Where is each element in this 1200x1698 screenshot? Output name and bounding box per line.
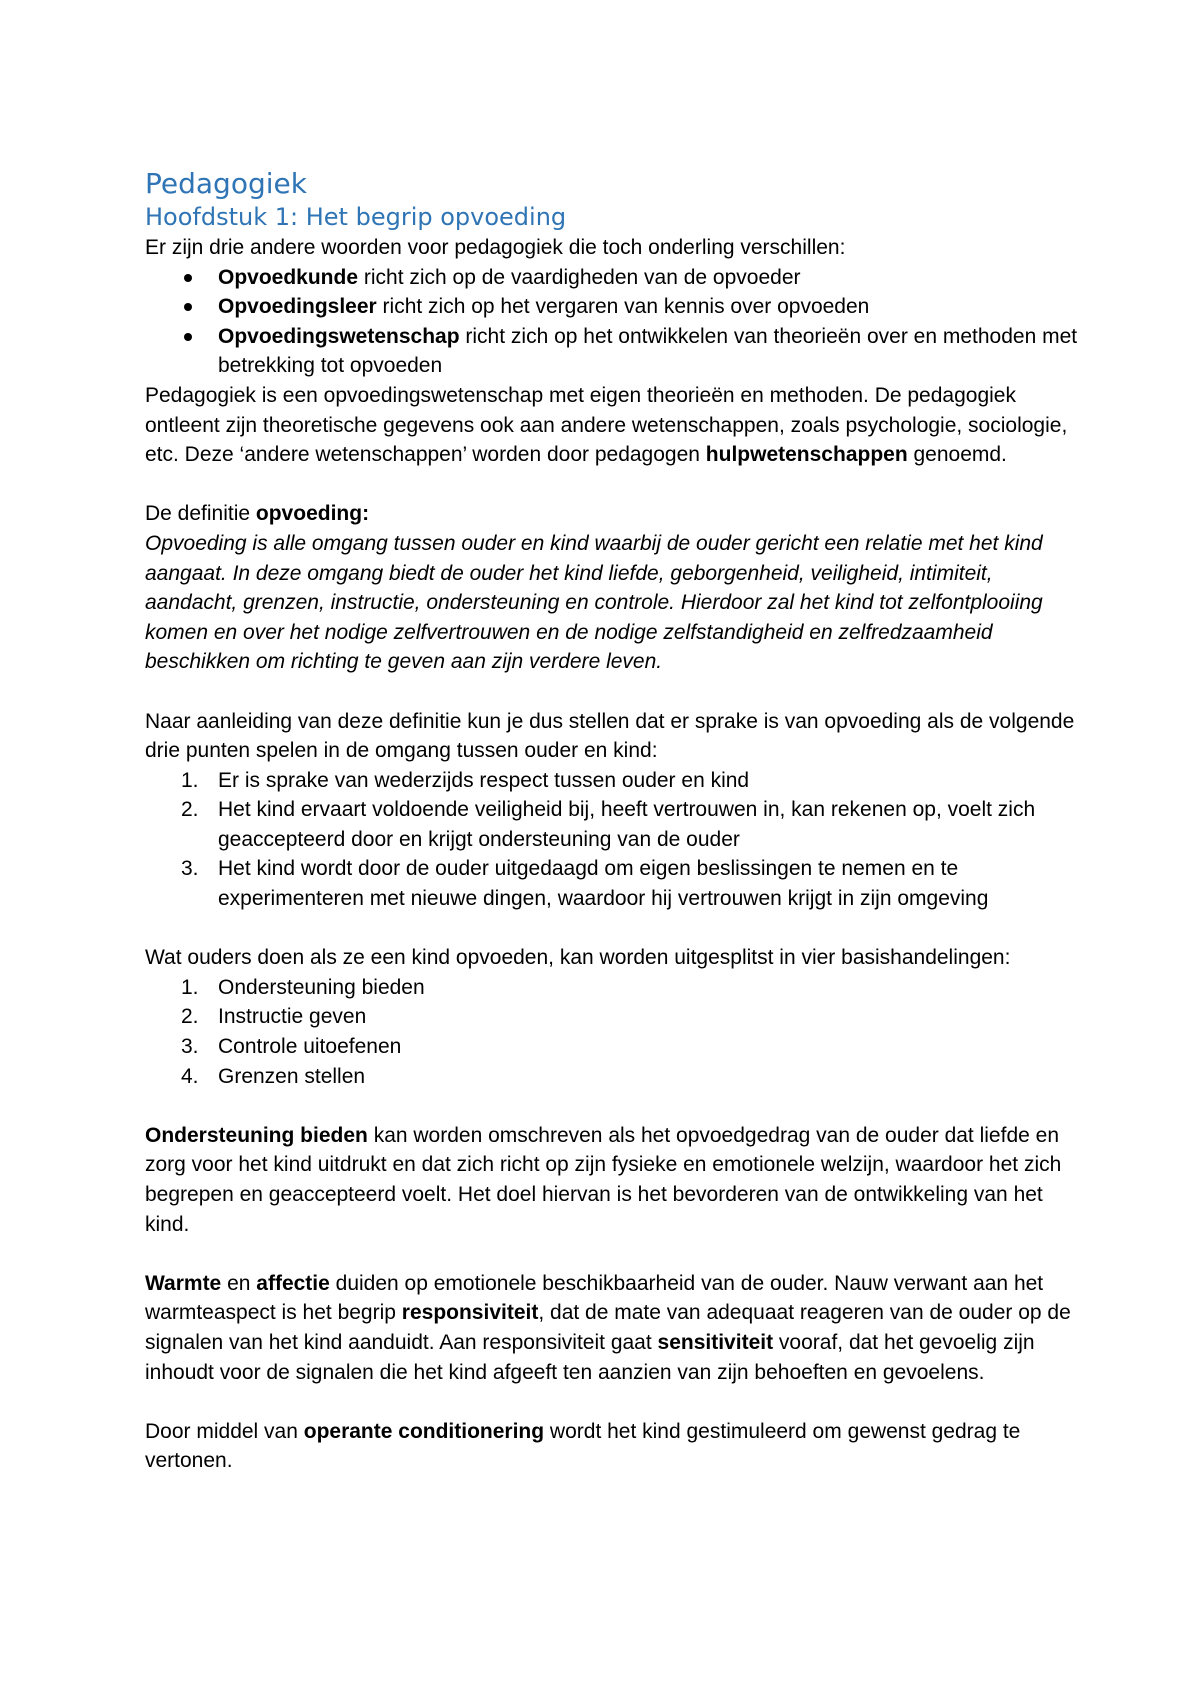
paragraph-text: vooraf, dat het gevoelig zijn inhoudt voor de signalen die het kind afgeeft ten aanzien van zijn behoeften en gevoelens.	[145, 1330, 1035, 1384]
bold-term: responsiviteit	[401, 1301, 539, 1325]
list-item	[145, 973, 1085, 1003]
actions-list	[145, 973, 1085, 1091]
list-item	[145, 263, 1085, 293]
paragraph-text: genoemd.	[907, 443, 1007, 467]
list-number: 2.	[181, 798, 199, 822]
definition-heading	[145, 499, 1085, 529]
list-item	[145, 766, 1085, 796]
paragraph-text: kan worden omschreven als het opvoedgedrag van de ouder dat liefde en zorg voor het kind uitdrukt en dat zich richt op zijn fysieke en emotionele welzijn, waardoor het zich begrepen en geaccepteerd voelt. Het doel hiervan is het bevorderen van de ontwikkeling van het kind.	[145, 1123, 1062, 1236]
list-text: Grenzen stellen	[218, 1064, 366, 1088]
list-text: Het kind wordt door de ouder uitgedaagd om eigen beslissingen te nemen en te experimenteren met nieuwe dingen, waardoor hij vertrouwen krijgt in zijn omgeving	[218, 857, 989, 911]
list-number: 3.	[181, 857, 199, 881]
criteria-paragraph: Naar aanleiding van deze definitie kun je dus stellen dat er sprake is van opvoeding als de volgende drie punten spelen in de omgang tussen ouder en kind:	[145, 709, 1075, 763]
paragraph-text: en	[221, 1271, 257, 1295]
bold-term: affectie	[256, 1271, 330, 1295]
paragraph-text: Pedagogiek is een opvoedingswetenschap met eigen theorieën en methoden. De pedagogiek ontleent zijn theoretische gegevens ook aan andere wetenschappen, zoals psychologie, sociologie, etc. Deze ‘andere wetenschappen’ worden door pedagogen	[145, 383, 1068, 467]
list-text: Ondersteuning bieden	[218, 975, 425, 999]
terms-list	[145, 263, 1085, 381]
paragraph-text: , dat de mate van adequaat reageren van de ouder op de signalen van het kind aanduidt. Aan responsiviteit gaat	[145, 1301, 1071, 1354]
term-label: Opvoedingswetenschap	[218, 324, 460, 348]
list-item	[145, 1002, 1085, 1032]
paragraph-spacer	[145, 1239, 1085, 1269]
list-number: 1.	[181, 768, 199, 792]
list-item	[145, 1062, 1085, 1092]
term-label: Opvoedkunde	[218, 265, 359, 289]
document-page	[145, 166, 1085, 1476]
list-item	[145, 322, 1085, 381]
term-description: richt zich op het vergaren van kennis over opvoeden	[376, 295, 870, 319]
paragraph-spacer	[145, 677, 1085, 707]
criteria-list	[145, 766, 1085, 914]
bold-term: Ondersteuning bieden	[145, 1123, 368, 1147]
definition-text: Opvoeding is alle omgang tussen ouder en kind waarbij de ouder gericht een relatie met het kind aangaat. In deze omgang biedt de ouder het kind liefde, geborgenheid, veiligheid, intimiteit, aandacht, grenzen, instructie, ondersteuning en controle. Hierdoor zal het kind tot zelfontplooiing komen en over het nodige zelfvertrouwen en de nodige zelfstandigheid en zelfredzaamheid beschikken om richting te geven aan zijn verdere leven.	[145, 531, 1043, 674]
list-text: Er is sprake van wederzijds respect tussen ouder en kind	[218, 768, 750, 792]
list-item	[145, 854, 1085, 913]
bold-term: opvoeding:	[255, 502, 370, 526]
list-text: Instructie geven	[218, 1005, 367, 1029]
definition-label: De definitie	[145, 502, 256, 526]
paragraph-text: duiden op emotionele beschikbaarheid van de ouder. Nauw verwant aan het warmteaspect is het begrip	[145, 1271, 1044, 1325]
paragraph-text: Door middel van	[145, 1419, 304, 1443]
paragraph-text: wordt het kind gestimuleerd om gewenst gedrag te vertonen.	[145, 1419, 1021, 1473]
support-paragraph	[145, 1121, 1085, 1239]
pedagogiek-paragraph	[145, 381, 1085, 470]
list-number: 1.	[181, 975, 199, 999]
document-title: Pedagogiek	[145, 167, 307, 200]
bold-term: Warmte	[145, 1271, 222, 1295]
term-description: richt zich op de vaardigheden van de opvoeder	[358, 265, 801, 289]
paragraph-spacer	[145, 1091, 1085, 1121]
bold-term: operante conditionering	[303, 1419, 545, 1443]
conditioning-paragraph	[145, 1417, 1085, 1476]
list-item	[145, 795, 1085, 854]
bold-term: hulpwetenschappen	[705, 443, 908, 467]
paragraph-spacer	[145, 1387, 1085, 1417]
chapter-heading: Hoofdstuk 1: Het begrip opvoeding	[145, 203, 567, 231]
list-item	[145, 292, 1085, 322]
list-text: Het kind ervaart voldoende veiligheid bij, heeft vertrouwen in, kan rekenen op, voelt zich geaccepteerd door en krijgt ondersteuning van de ouder	[218, 798, 1036, 851]
term-description: richt zich op het ontwikkelen van theorieën over en methoden met betrekking tot opvoeden	[218, 324, 1078, 378]
bold-term: sensitiviteit	[657, 1330, 774, 1354]
list-number: 3.	[181, 1035, 199, 1059]
list-item	[145, 1032, 1085, 1062]
paragraph-spacer	[145, 470, 1085, 500]
list-text: Controle uitoefenen	[218, 1035, 402, 1059]
paragraph-spacer	[145, 914, 1085, 944]
list-number: 2.	[181, 1005, 199, 1029]
actions-paragraph: Wat ouders doen als ze een kind opvoeden, kan worden uitgesplitst in vier basishandelingen:	[145, 946, 1011, 970]
warmth-paragraph	[145, 1269, 1085, 1387]
intro-paragraph: Er zijn drie andere woorden voor pedagogiek die toch onderling verschillen:	[145, 236, 846, 259]
term-label: Opvoedingsleer	[218, 295, 377, 319]
list-number: 4.	[181, 1064, 199, 1088]
